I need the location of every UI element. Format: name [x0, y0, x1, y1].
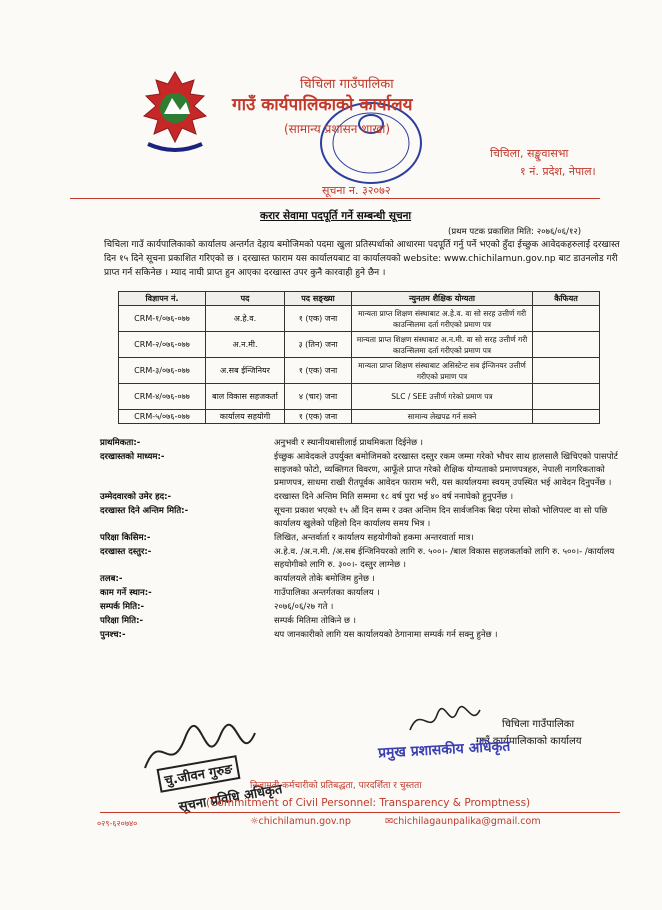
header-remarks: कैफियत: [533, 292, 600, 306]
detail-label: उम्मेदवारको उमेर हद:-: [100, 492, 172, 502]
detail-fee: [100, 546, 630, 572]
detail-label: दरखास्त दिने अन्तिम मिति:-: [100, 506, 189, 516]
municipality-name: चिचिला गाउँपालिका: [300, 77, 394, 92]
cell-post: अ.न.मी.: [206, 332, 285, 358]
detail-priority: [100, 437, 630, 450]
detail-contact-date: [100, 601, 630, 614]
table-row: [119, 358, 600, 384]
detail-deadline: [100, 505, 630, 531]
signatory-office-1: चिचिला गाउँपालिका: [502, 719, 575, 730]
table-row: [119, 410, 600, 424]
detail-ps: [100, 629, 630, 642]
cell-ad-no: CRM-५/०७६-०७७: [119, 410, 206, 424]
detail-value: अ.हे.व. /अ.न.मी. /अ.सब ईन्जिनियरको लागि रु. ५००।- /बाल विकास सहजकर्ताको लागि रु. ५००।- /कार्यालय सहयोगीको लागि रु. ३००।- दस्तुर लाग्नेछ ।: [274, 547, 615, 570]
footer-motto-english: (Commitment of Civil Personnel: Transparency & Promptness): [206, 797, 531, 809]
detail-label: परिक्षा मिति:-: [100, 616, 144, 626]
footer-divider: [100, 812, 620, 813]
address-line-1: चिचिला, सङ्खुवासभा: [490, 147, 569, 160]
header-qualification: न्युनतम शैक्षिक योग्यता: [352, 292, 533, 306]
footer-email: [385, 816, 541, 827]
detail-exam-date: [100, 615, 630, 628]
notice-title: करार सेवामा पदपूर्ति गर्ने सम्बन्धी सूचना: [260, 210, 412, 222]
detail-exam-type: [100, 532, 630, 545]
notice-number: सूचना न. ३२०७२: [322, 184, 391, 197]
cell-post: कार्यालय सहयोगी: [206, 410, 285, 424]
detail-value: २०७६/०६/२७ गते ।: [274, 602, 334, 612]
cell-post: बाल विकास सहजकर्ता: [206, 384, 285, 410]
cell-post: अ.हे.व.: [206, 306, 285, 332]
cell-remarks: [533, 358, 600, 384]
cell-remarks: [533, 384, 600, 410]
publish-date: (प्रथम पटक प्रकाशित मिति: २०७६/०६/१२): [448, 227, 582, 237]
detail-value: लिखित, अन्तर्वार्ता र कार्यालय सहयोगीको हकमा अन्तरवार्ता मात्र।: [274, 533, 474, 543]
detail-label: पुनश्च:-: [100, 630, 126, 640]
cell-ad-no: CRM-२/०७६-०७७: [119, 332, 206, 358]
detail-value: दरखास्त दिने अन्तिम मिति सम्ममा १८ वर्ष पुरा भई ४० वर्ष ननाघेको हुनुपर्नेछ ।: [274, 492, 514, 502]
cell-remarks: [533, 306, 600, 332]
detail-value: सम्पर्क मितिमा तोकिने छ ।: [274, 616, 356, 626]
cell-qualification: मान्यता प्राप्त शिक्षण संस्थाबाट अ.हे.व. वा सो सरह उत्तीर्ण गरी काउन्सिलमा दर्ता गरीएको प्रमाण पत्र: [352, 306, 533, 332]
cell-remarks: [533, 332, 600, 358]
it-officer-stamp: चु.जीवन गुरुङ: [157, 755, 241, 793]
cell-remarks: [533, 410, 600, 424]
cell-count: १ (एक) जना: [285, 306, 352, 332]
signature-scribble: [405, 700, 485, 740]
detail-label: काम गर्ने स्थान:-: [100, 588, 152, 598]
table-row: [119, 332, 600, 358]
cell-qualification: SLC / SEE उत्तीर्ण गरेको प्रमाण पत्र: [352, 384, 533, 410]
detail-label: तलब:-: [100, 574, 123, 584]
cell-count: ४ (चार) जना: [285, 384, 352, 410]
cell-ad-no: CRM-४/०७६-०७७: [119, 384, 206, 410]
cell-qualification: सामान्य लेखपढ गर्न सक्ने: [352, 410, 533, 424]
detail-value: सूचना प्रकाश भएको १५ औं दिन सम्म र उक्त अन्तिम दिन सार्वजनिक बिदा परेमा सोको भोलिपल्ट वा सो पछि कार्यालय खुलेको पहिलो दिन कार्यालय समय भित्र ।: [274, 506, 608, 529]
footer-motto-nepali: निजामती कर्मचारीको प्रतिबद्धता, पारदर्शिता र चुस्तता: [250, 781, 422, 791]
detail-label: परिक्षा किसिम:-: [100, 533, 151, 543]
email-text: chichilagaunpalika@gmail.com: [392, 816, 541, 827]
detail-value: अनुभवी र स्थानीयबासीलाई प्राथमिकता दिईनेछ ।: [274, 438, 423, 448]
detail-label: दरखास्तको माध्यम:-: [100, 452, 165, 462]
emblem-logo: [128, 66, 223, 154]
detail-label: दरखास्त दस्तुर:-: [100, 547, 152, 557]
cell-count: ३ (तिन) जना: [285, 332, 352, 358]
detail-work-place: [100, 587, 630, 600]
cell-count: १ (एक) जना: [285, 410, 352, 424]
it-officer-title: सूचना प्रविधि अधिकृत: [177, 781, 284, 815]
table-row: [119, 306, 600, 332]
cao-stamp: प्रमुख प्रशासकीय अधिकृत: [377, 738, 511, 762]
cell-qualification: मान्यता प्राप्त शिक्षण संस्थाबाट असिस्टेन्ट सब ईन्जिनयर उत्तीर्ण गरीएको प्रमाण पत्र: [352, 358, 533, 384]
office-name: गाउँ कार्यपालिकाको कार्यालय: [232, 95, 413, 115]
detail-value: ईच्छुक आवेदकले उपर्युक्त बमोजिमको दरखास्त दस्तुर रकम जम्मा गरेको भौचर साथ हालसालै खिचिएको पासपोर्ट साइजको फोटो, व्यक्तिगत विवरण, आफूँले प्राप्त गरेको शैक्षिक योग्यताको प्रमाणपत्रहरु, नेपाली नागरिकताको प्रमाणपत्र, साधमा राखी रीतपूर्वक आवेदन फाराम भरी, यस कार्यालयमा स्वयम् उपस्थित भई आवेदन दिनुपर्नेछ ।: [274, 452, 618, 488]
cell-post: अ.सब ईन्जिनियर: [206, 358, 285, 384]
footer-phone: ०२९-६२०७४०: [97, 819, 138, 828]
intro-paragraph: चिचिला गाउँ कार्यपालिकाको कार्यालय अन्तर्गत देहाय बमोजिमको पदमा खुला प्रतिस्पर्धाको आधारमा पदपूर्ति गर्नु पर्ने भएको हुँदा ईच्छुक आवेदकहरुलाई दरखास्त दिन १५ दिने सूचना प्रकाशित गरिएको छ । दरखास्त फाराम यस कार्यालयबाट वा कार्यालयको website: www.chichilamun.gov.np बाट डाउनलोड गरी प्राप्त गर्न सकिनेछ । म्याद नाघी प्राप्त हुन आएका दरखास्त उपर कुनै कारवाही हुने छैन ।: [104, 240, 620, 278]
header-ad-no: विज्ञापन नं.: [119, 292, 206, 306]
signatory-office-2: गाउँ कार्यपालिकाको कार्यालय: [476, 736, 582, 747]
cell-qualification: मान्यता प्राप्त शिक्षण संस्थाबाट अ.न.मी. वा सो सरह उत्तीर्ण गरी काउन्सिलमा दर्ता गरीएको प्रमाण पत्र: [352, 332, 533, 358]
detail-value: थप जानकारीको लागि यस कार्यालयको ठेगानामा सम्पर्क गर्न सक्नु हुनेछ ।: [274, 630, 498, 640]
header-post: पद: [206, 292, 285, 306]
detail-salary: [100, 573, 630, 586]
globe-icon: ☼: [250, 816, 259, 827]
vacancy-table: [118, 291, 600, 424]
header-count: पद सङ्ख्या: [285, 292, 352, 306]
section-name: (सामान्य प्रशासन शाखा): [284, 122, 391, 136]
table-row: [119, 384, 600, 410]
mail-icon: ✉: [385, 816, 393, 827]
cell-ad-no: CRM-१/०७६-०७७: [119, 306, 206, 332]
website-text: chichilamun.gov.np: [258, 816, 351, 827]
cell-count: १ (एक) जना: [285, 358, 352, 384]
header-divider: [70, 198, 600, 199]
detail-label: प्राथमिकता:-: [100, 438, 141, 448]
detail-value: कार्यालयले तोके बमोजिम हुनेछ ।: [274, 574, 375, 584]
detail-value: गाउँपालिका अन्तर्गतका कार्यालय ।: [274, 588, 380, 598]
detail-label: सम्पर्क मिति:-: [100, 602, 145, 612]
footer-website: [250, 816, 351, 827]
detail-age-limit: [100, 491, 630, 504]
cell-ad-no: CRM-३/०७६-०७७: [119, 358, 206, 384]
notice-details: [100, 437, 630, 643]
table-header-row: [119, 292, 600, 306]
address-line-2: १ नं. प्रदेश, नेपाल।: [520, 165, 596, 178]
detail-application-method: [100, 451, 630, 490]
